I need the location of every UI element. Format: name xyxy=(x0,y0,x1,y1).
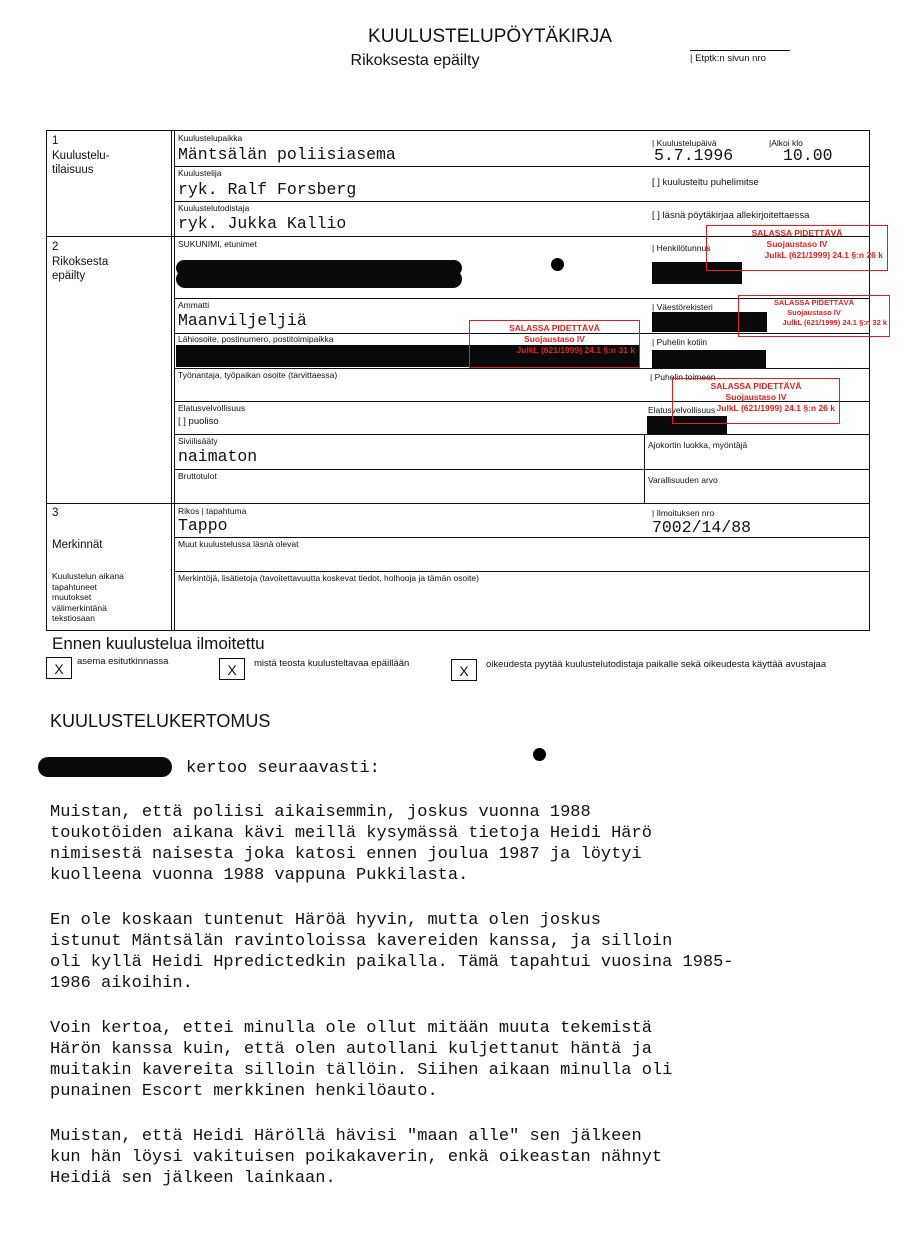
phone-interrogation-checkbox: [ ] kuulusteltu puhelimitse xyxy=(652,177,759,188)
confidential-stamp: SALASSA PIDETTÄVÄ Suojaustaso IV JulkL (621/1999) 24.1 §:n 26 k xyxy=(706,225,888,271)
section-1-number: 1 xyxy=(52,135,59,147)
interrogator-value: ryk. Ralf Forsberg xyxy=(178,180,357,199)
date-value: 5.7.1996 xyxy=(654,146,734,165)
spouse-checkbox: [ ] puoliso xyxy=(178,416,219,427)
notes-label: Merkintöjä, lisätietoja (tavoitettavuutta koskevat tiedot, holhooja ja tämän osoite) xyxy=(178,573,479,583)
section-1-label: Kuulustelu- tilaisuus xyxy=(52,150,110,176)
occupation-value: Maanviljeljiä xyxy=(178,311,307,330)
place-value: Mäntsälän poliisiasema xyxy=(178,145,396,164)
registry-label: | Väestörekisteri xyxy=(652,302,713,312)
crime-value: Tappo xyxy=(178,516,228,535)
page-number-label: | Etptk:n sivun nro xyxy=(690,50,790,64)
section-2-number: 2 xyxy=(52,241,59,253)
personal-id-label: | Henkilötunnus xyxy=(652,243,711,253)
redacted-name xyxy=(38,757,172,777)
punch-hole xyxy=(533,748,546,761)
confidential-stamp: SALASSA PIDETTÄVÄ Suojaustaso IV JulkL (621/1999) 24.1 §:n 26 k xyxy=(672,378,840,424)
wealth-label: Varallisuuden arvo xyxy=(648,475,718,485)
date-label: | Kuulustelupäivä xyxy=(652,138,717,148)
marital-status-value: naimaton xyxy=(178,447,258,466)
home-phone-label: | Puhelin kotiin xyxy=(652,337,708,347)
occupation-label: Ammatti xyxy=(178,300,210,310)
report-paragraph-2: En ole koskaan tuntenut Häröä hyvin, mutta olen joskus istunut Mäntsälän ravintoloissa kavereiden kanssa, ja silloin oli kyllä Heidi Hpredictedkin paikalla. Tämä tapahtui vuosina 1985- 1986 aikoihin. xyxy=(50,911,734,993)
redacted-home-phone xyxy=(652,350,766,368)
section-3-label: Merkinnät xyxy=(52,539,103,551)
work-phone-label: | Puhelin toimeen xyxy=(650,372,716,382)
section-3-number: 3 xyxy=(52,507,59,519)
license-label: Ajokortin luokka, myöntäjä xyxy=(648,440,748,450)
document-subtitle: Rikoksesta epäilty xyxy=(350,52,480,69)
rights-label: oikeudesta pyytää kuulustelutodistaja paikalle sekä oikeudesta käyttää avustajaa xyxy=(486,659,827,670)
address-label: Lähiosoite, postinumero, postitoimipaikka xyxy=(178,334,334,344)
checkbox-status: X xyxy=(46,657,72,679)
witness-value: ryk. Jukka Kallio xyxy=(178,214,347,233)
report-number-label: | Ilmoituksen nro xyxy=(652,508,715,518)
start-time-label: |Alkoi klo xyxy=(769,138,803,148)
witness-label: Kuulustelutodistaja xyxy=(178,203,250,213)
section-2-label: Rikoksesta epäilty xyxy=(52,256,109,282)
report-heading: KUULUSTELUKERTOMUS xyxy=(50,711,271,731)
checkbox-suspicion: X xyxy=(219,658,245,680)
report-intro: kertoo seuraavasti: xyxy=(186,759,380,778)
report-number-value: 7002/14/88 xyxy=(652,518,752,537)
changes-note: Kuulustelun aikana tapahtuneet muutokset välimerkintänä tekstiosaan xyxy=(52,571,124,623)
redacted-name-2 xyxy=(176,270,462,288)
confidential-stamp: SALASSA PIDETTÄVÄ Suojaustaso IV JulkL (621/1999) 24.1 §:n 31 k xyxy=(469,320,640,368)
status-label: asema esitutkinnassa xyxy=(77,656,169,667)
maintenance-label: Elatusvelvollisuus xyxy=(178,403,246,413)
crime-label: Rikos | tapahtuma xyxy=(178,506,247,516)
report-paragraph-4: Muistan, että Heidi Häröllä hävisi "maan alle" sen jälkeen kun hän löysi vakituisen poikakaverin, enkä oikeastan nähnyt Heidiä sen jälkeen lainkaan. xyxy=(50,1127,663,1188)
income-label: Bruttotulot xyxy=(178,471,217,481)
suspicion-label: mistä teosta kuulusteltavaa epäillään xyxy=(254,658,410,669)
interrogator-label: Kuulustelija xyxy=(178,168,222,178)
document-title: KUULUSTELUPÖYTÄKIRJA xyxy=(368,26,612,47)
others-present-label: Muut kuulustelussa läsnä olevat xyxy=(178,539,299,549)
place-label: Kuulustelupaikka xyxy=(178,133,243,143)
maintenance-label-right: Elatusvelvollisuus xyxy=(648,405,716,415)
start-time-value: 10.00 xyxy=(783,146,833,165)
signed-present-checkbox: [ ] läsnä pöytäkirjaa allekirjoitettaessa xyxy=(652,210,810,221)
checkbox-rights: X xyxy=(451,659,477,681)
report-paragraph-1: Muistan, että poliisi aikaisemmin, joskus vuonna 1988 toukotöiden aikana kävi meillä kysymässä tietoja Heidi Härö nimisestä naisesta joka katosi ennen joulua 1987 ja löytyi kuolleena vuonna 1988 vappuna Pukkilasta. xyxy=(50,803,652,885)
report-paragraph-3: Voin kertoa, ettei minulla ole ollut mitään muuta tekemistä Härön kanssa kuin, että olen autollani kuljettanut häntä ja muitakin kavereita silloin tällöin. Siihen aikaan minulla oli punainen Escort merkkinen henkilöauto. xyxy=(50,1019,673,1101)
employer-label: Työnantaja, työpaikan osoite (tarvittaessa) xyxy=(178,370,338,380)
confidential-stamp: SALASSA PIDETTÄVÄ Suojaustaso IV JulkL (621/1999) 24.1 §:n 32 k xyxy=(738,295,890,337)
before-heading: Ennen kuulustelua ilmoitettu xyxy=(52,634,265,653)
marital-status-label: Siviilisääty xyxy=(178,436,218,446)
punch-hole xyxy=(551,258,564,271)
name-label: SUKUNIMI, etunimet xyxy=(178,239,257,249)
